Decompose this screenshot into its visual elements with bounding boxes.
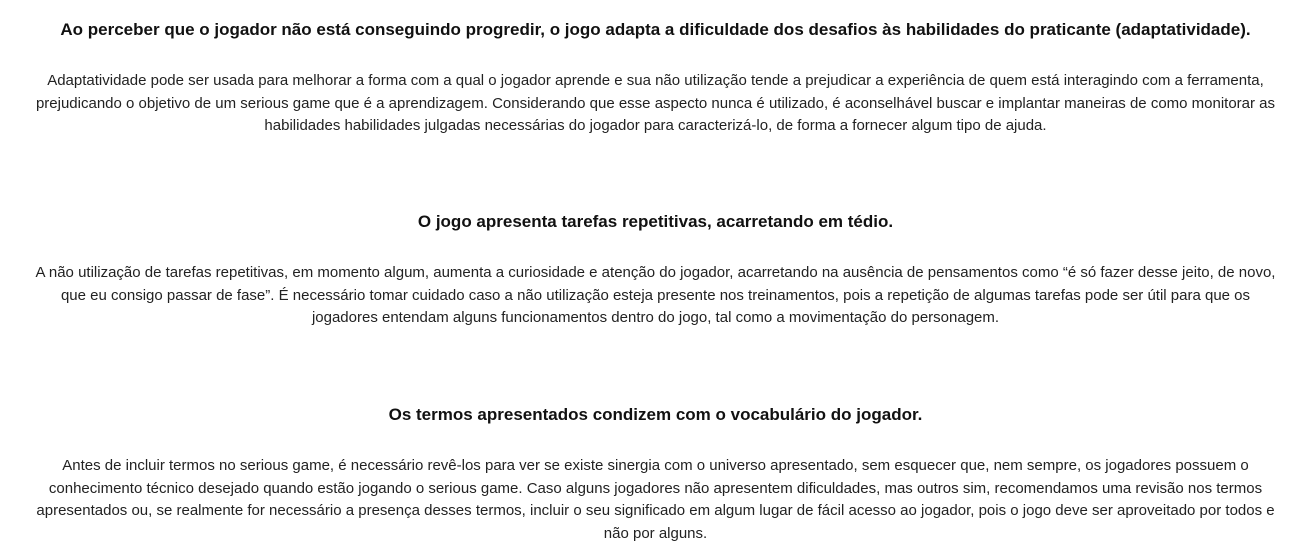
recommendation-body: Adaptatividade pode ser usada para melhorar a forma com a qual o jogador aprende e sua não utilização tende a prejudicar a experiência de quem está interagindo com a ferramenta, prejudicando o objetivo de um serious game que é a aprendizagem. Considerando que esse aspecto nunca é utilizado, é aconselhável buscar e implantar maneiras de como monitorar as habilidades habilidades julgadas necessárias do jogador para caracterizá-lo, de forma a fornecer algum tipo de ajuda. [35, 72, 1276, 134]
recommendation-heading: Os termos apresentados condizem com o vocabulário do jogador. [388, 405, 923, 424]
recommendation-vocabulario [0, 405, 1311, 545]
recommendation-tarefas-repetitivas [0, 212, 1311, 330]
recommendation-adaptatividade [0, 20, 1311, 138]
recommendation-body: A não utilização de tarefas repetitivas, em momento algum, aumenta a curiosidade e atenção do jogador, acarretando na ausência de pensamentos como “é só fazer desse jeito, de novo, que eu consigo passar de fase”. É necessário tomar cuidado caso a não utilização esteja presente nos treinamentos, pois a repetição de algumas tarefas pode ser útil para que os jogadores entendam alguns funcionamentos dentro do jogo, tal como a movimentação do personagem. [35, 264, 1276, 326]
recommendation-heading: O jogo apresenta tarefas repetitivas, acarretando em tédio. [417, 212, 894, 231]
recommendation-heading: Ao perceber que o jogador não está conseguindo progredir, o jogo adapta a dificuldade dos desafios às habilidades do praticante (adaptatividade). [60, 20, 1251, 39]
recommendation-body: Antes de incluir termos no serious game, é necessário revê-los para ver se existe sinergia com o universo apresentado, sem esquecer que, nem sempre, os jogadores possuem o conhecimento técnico desejado quando estão jogando o serious game. Caso alguns jogadores não apresentem dificuldades, mas outros sim, recomendamos uma revisão nos termos apresentados ou, se realmente for necessário a presença desses termos, incluir o seu significado em algum lugar de fácil acesso ao jogador, pois o jogo deve ser aproveitado por todos e não por alguns. [36, 457, 1275, 542]
